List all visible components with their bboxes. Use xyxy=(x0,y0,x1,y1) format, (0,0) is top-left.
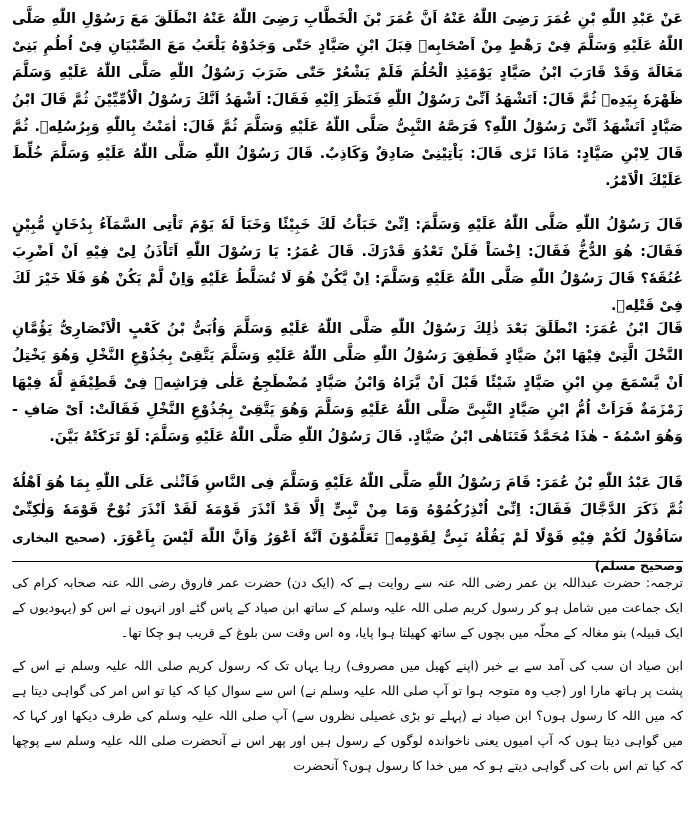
arabic-paragraph-4 xyxy=(12,470,683,573)
urdu-translation-1 xyxy=(12,570,683,645)
urdu-translation-2: ابن صیاد ان سب کی آمد سے بے خبر (اپنے کھیل میں مصروف) رہا یہاں تک کہ رسول کریم صلی اللہ علیہ وسلم نے اس کے پشت پر ہاتھ مارا اور (جب وہ متوجہ ہوا تو آپ صلی اللہ علیہ وسلم نے) اس سے سوال کیا کہ کیا تو اس امر کی گواہی دیتا ہے کہ میں اللہ کا رسول ہوں؟ ابن صیاد نے (پہلے تو بڑی غصیلی نظروں سے) آپ صلی اللہ علیہ وسلم کی طرف دیکھا اور کہا کہ میں گواہی دیتا ہوں کہ آپ امیوں یعنی ناخواندہ لوگوں کے رسول ہیں اور پھر اس نے آنحضرت صلی اللہ علیہ وسلم سے پوچھا کہ کیا تم اس بات کی گواہی دیتے ہو کہ میں خدا کا رسول ہوں؟ آنحضرت xyxy=(12,658,683,773)
source-reference: (صحیح البخاری وصحیح مسلم) xyxy=(12,530,683,573)
urdu-translation-1-text: حضرت عبداللہ بن عمر رضی اللہ عنہ سے روایت ہے کہ (ایک دن) حضرت عمر فاروق رضی اللہ عنہ صحابہ کرام کی ایک جماعت میں شامل ہو کر رسول کریم صلی اللہ علیہ وسلم کے ساتھ ابن صیاد کے پاس گئے اور انہوں نے اس کو (یہودیوں کے ایک قبیلہ) بنو مغالہ کے محلّہ میں بچوں کے ساتھ کھیلتا ہوا پایا، وہ اس وقت سن بلوغ کے قریب ہو چکا تھا۔ xyxy=(12,575,683,640)
arabic-paragraph-1: عَنْ عَبْدِ اللّٰهِ بْنِ عُمَرَ رَضِیَ اللّٰهُ عَنْهُ اَنَّ عُمَرَ بْنَ الْخَطَّابِ رَضِیَ اللّٰهُ عَنْهُ انْطَلَقَ مَعَ رَسُوْلِ اللّٰهِ صَلَّی اللّٰهُ عَلَیْهِ وَسَلَّمَ فِیْ رَهْطٍ مِنْ اَصْحَابِهٖ قِبَلَ ابْنِ صَیَّادٍ حَتّٰی وَجَدُوْهُ یَلْعَبُ مَعَ الصِّبْیَانِ فِیْ اُطُمِ بَنِیْ مَغَالَةَ وَقَدْ قَارَبَ ابْنُ صَیَّادٍ یَوْمَئِذِ الْحُلُمَ فَلَمْ یَشْعُرْ حَتّٰی ضَرَبَ رَسُوْلُ اللّٰهِ صَلَّی اللّٰهُ عَلَیْهِ وَسَلَّمَ ظَهْرَهٗ بِیَدِهٖ ثُمَّ قَالَ: اَتَشْهَدُ اَنِّیْ رَسُوْلُ اللّٰهِ فَنَظَرَ اِلَیْهِ فَقَالَ: اَشْهَدُ اَنَّكَ رَسُوْلُ الْاُمِّیِّیْنَ ثُمَّ قَالَ ابْنُ صَیَّادٍ اَتَشْهَدُ اَنِّیْ رَسُوْلُ اللّٰهِ؟ فَرَصَّهُ النَّبِیُّ صَلَّی اللّٰهُ عَلَیْهِ وَسَلَّمَ ثُمَّ قَالَ: اٰمَنْتُ بِاللّٰهِ وَبِرُسُلِهٖ. ثُمَّ قَالَ لِابْنِ صَیَّادٍ: مَاذَا تَرٰی قَالَ: یَاْتِیْنِیْ صَادِقٌ وَكَاذِبٌ. قَالَ رَسُوْلُ اللّٰهِ صَلَّی اللّٰهُ عَلَیْهِ وَسَلَّمَ خُلِّطَ عَلَیْكَ الْاَمْرُ. xyxy=(12,11,683,189)
arabic-paragraph-4-text: قَالَ عَبْدُ اللّٰهِ بْنُ عُمَرَ: قَامَ رَسُوْلُ اللّٰهِ صَلَّی اللّٰهُ عَلَیْهِ وَسَلَّمَ فِی النَّاسِ فَاَثْنٰی عَلَی اللّٰهِ بِمَا هُوَ اَهْلُهٗ ثُمَّ ذَكَرَ الدَّجَّالَ فَقَالَ: اِنِّیْ اُنْذِرُكُمُوْهُ وَمَا مِنْ نَّبِیٍّ اِلَّا قَدْ اَنْذَرَ قَوْمَهٗ لَقَدْ اَنْذَرَ نُوْحٌ قَوْمَهٗ وَلٰكِنِّیْ سَاَقُوْلُ لَكُمْ فِیْهِ قَوْلًا لَمْ یَقُلْهُ نَبِیٌّ لِقَوْمِهٖ تَعَلَّمُوْنَ اَنَّهٗ اَعْوَرُ وَاَنَّ اللّٰهَ لَیْسَ بِاَعْوَرَ. xyxy=(12,475,683,546)
arabic-paragraph-3: قَالَ ابْنُ عُمَرَ: انْطَلَقَ بَعْدَ ذٰلِكَ رَسُوْلُ اللّٰهِ صَلَّی اللّٰهُ عَلَیْهِ وَسَلَّمَ وَاُبَیُّ بْنُ كَعْبٍ الْاَنْصَارِیُّ یَؤُمَّانِ النَّخْلَ الَّتِیْ فِیْهَا ابْنُ صَیَّادٍ فَطَفِقَ رَسُوْلُ اللّٰهِ صَلَّی اللّٰهُ عَلَیْهِ وَسَلَّمَ یَتَّقِیْ بِجُذُوْعِ النَّخْلِ وَهُوَ یَخْتِلُ اَنْ یَّسْمَعَ مِنِ ابْنِ صَیَّادٍ شَیْئًا قَبْلَ اَنْ یَّرَاهُ وَابْنُ صَیَّادٍ مُضْطَجِعٌ عَلٰی فِرَاشِهٖ فِیْ قَطِیْفَةٍ لَّهٗ فِیْهَا زَمْزَمَةٌ فَرَاَتْ اُمُّ ابْنِ صَیَّادٍ النَّبِیَّ صَلَّی اللّٰهُ عَلَیْهِ وَسَلَّمَ وَهُوَ یَتَّقِیْ بِجُذُوْعِ النَّخْلِ فَقَالَتْ: اَیْ صَافِ - وَهُوَ اسْمُهٗ - هٰذَا مُحَمَّدٌ فَتَنَاهٰی ابْنُ صَیَّادٍ. قَالَ رَسُوْلُ اللّٰهِ صَلَّی اللّٰهُ عَلَیْهِ وَسَلَّمَ: لَوْ تَرَكَتْهُ بَیَّنَ. xyxy=(12,321,683,445)
translation-label: ترجمہ: xyxy=(645,575,683,590)
section-divider xyxy=(12,561,683,562)
arabic-paragraph-2: قَالَ رَسُوْلُ اللّٰهِ صَلَّی اللّٰهُ عَلَیْهِ وَسَلَّمَ: اِنِّیْ خَبَاْتُ لَكَ خَبِیْئًا وَخَبَاَ لَهٗ یَوْمَ تَاْتِی السَّمَآءُ بِدُخَانٍ مُّبِیْنٍ فَقَالَ: هُوَ الدُّخُّ فَقَالَ: اِخْسَاْ فَلَنْ تَعْدُوَ قَدْرَكَ. قَالَ عُمَرُ: یَا رَسُوْلَ اللّٰهِ اَتَاْذَنُ لِیْ فِیْهِ اَنْ اَضْرِبَ عُنُقَهٗ؟ قَالَ رَسُوْلُ اللّٰهِ صَلَّی اللّٰهُ عَلَیْهِ وَسَلَّمَ: اِنْ یَّكُنْ هُوَ لَا تُسَلَّطُ عَلَیْهِ وَاِنْ لَّمْ یَكُنْ هُوَ فَلَا خَیْرَ لَكَ فِیْ قَتْلِهٖ. xyxy=(12,217,683,314)
